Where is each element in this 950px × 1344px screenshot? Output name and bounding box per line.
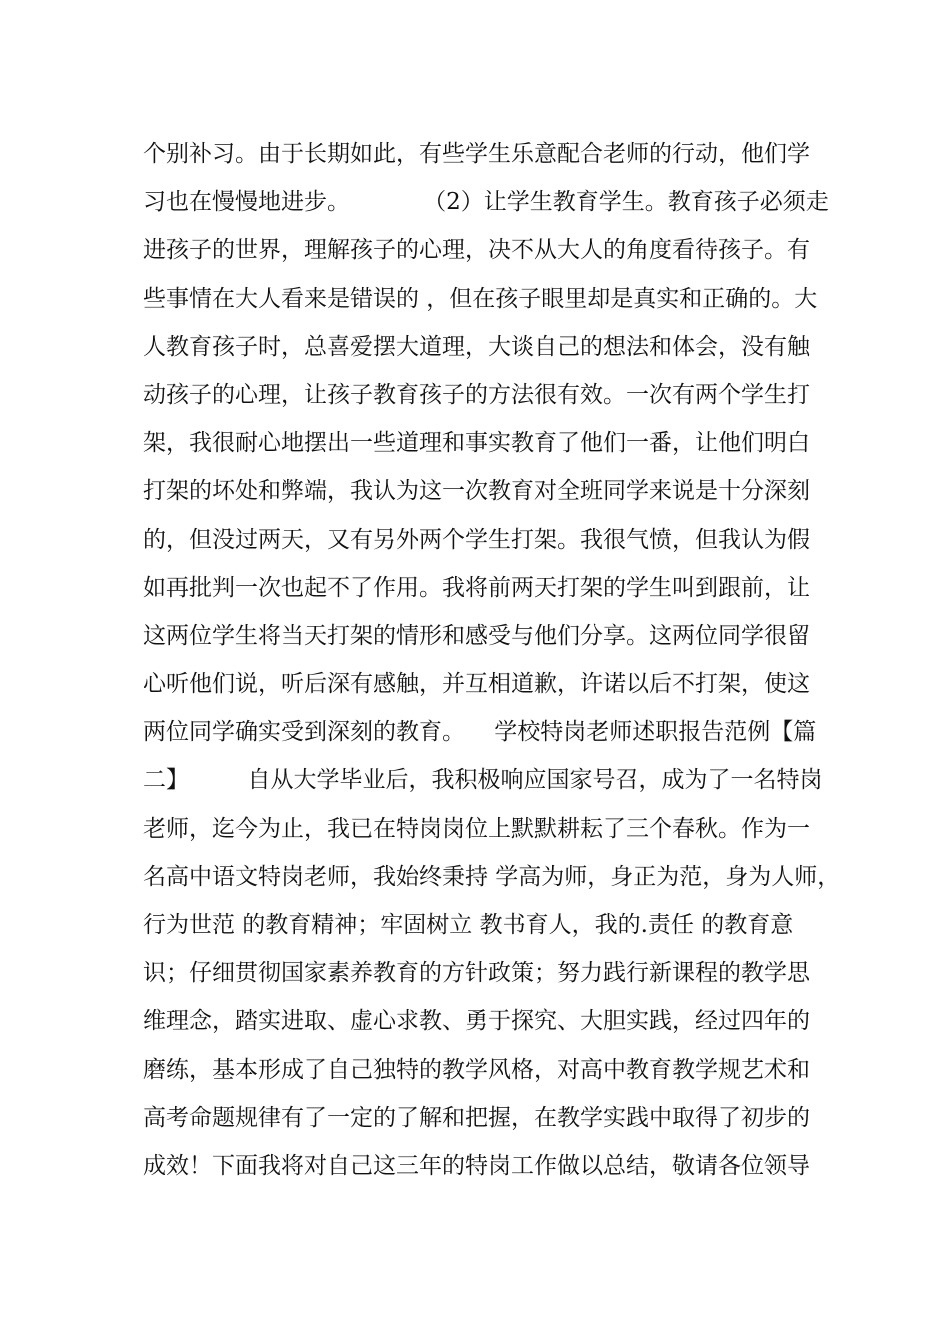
- text-line: 老师，迄今为止，我已在特岗岗位上默默耕耘了三个春秋。作为一: [143, 815, 810, 842]
- text-line: 高考命题规律有了一定的了解和把握，在教学实践中取得了初步的: [143, 1104, 810, 1131]
- text-line: 磨练，基本形成了自己独特的教学风格，对高中教育教学规艺术和: [143, 1056, 810, 1083]
- text-line: 人教育孩子时，总喜爱摆大道理，大谈自己的想法和体会，没有触: [143, 333, 810, 360]
- text-line: 行为世范 的教育精神；牢固树立 教书育人，我的.责任 的教育意: [143, 912, 794, 938]
- text-line: 成效！下面我将对自己这三年的特岗工作做以总结，敬请各位领导: [143, 1152, 810, 1179]
- text-line: 识；仔细贯彻国家素养教育的方针政策；努力践行新课程的教学思: [143, 960, 810, 987]
- text-line: 二】 自从大学毕业后，我积极响应国家号召，成为了一名特岗: [143, 767, 823, 794]
- text-line: 心听他们说，听后深有感触，并互相道歉，许诺以后不打架，使这: [143, 671, 810, 698]
- text-line: 如再批判一次也起不了作用。我将前两天打架的学生叫到跟前，让: [143, 574, 810, 601]
- text-line: 个别补习。由于长期如此，有些学生乐意配合老师的行动，他们学: [143, 141, 810, 167]
- text-line: 两位同学确实受到深刻的教育。 学校特岗老师述职报告范例【篇: [143, 719, 817, 746]
- text-line: 些事情在大人看来是错误的 ，但在孩子眼里却是真实和正确的。大: [143, 285, 818, 312]
- text-line: 的，但没过两天，又有另外两个学生打架。我很气愤，但我认为假: [143, 526, 810, 553]
- text-line: 这两位学生将当天打架的情形和感受与他们分享。这两位同学很留: [143, 622, 810, 649]
- text-line: 习也在慢慢地进步。 （2）让学生教育学生。教育孩子必须走: [143, 189, 829, 216]
- text-line: 动孩子的心理，让孩子教育孩子的方法很有效。一次有两个学生打: [143, 381, 810, 408]
- text-line: 架，我很耐心地摆出一些道理和事实教育了他们一番，让他们明白: [143, 430, 810, 457]
- text-line: 名高中语文特岗老师，我始终秉持 学高为师，身正为范，身为人师，: [143, 863, 841, 890]
- text-line: 维理念，踏实进取、虚心求教、勇于探究、大胆实践，经过四年的: [143, 1008, 810, 1035]
- text-line: 打架的坏处和弊端，我认为这一次教育对全班同学来说是十分深刻: [143, 478, 810, 505]
- text-line: 进孩子的世界，理解孩子的心理，决不从大人的角度看待孩子。有: [143, 237, 810, 264]
- body-text: [143, 130, 843, 1190]
